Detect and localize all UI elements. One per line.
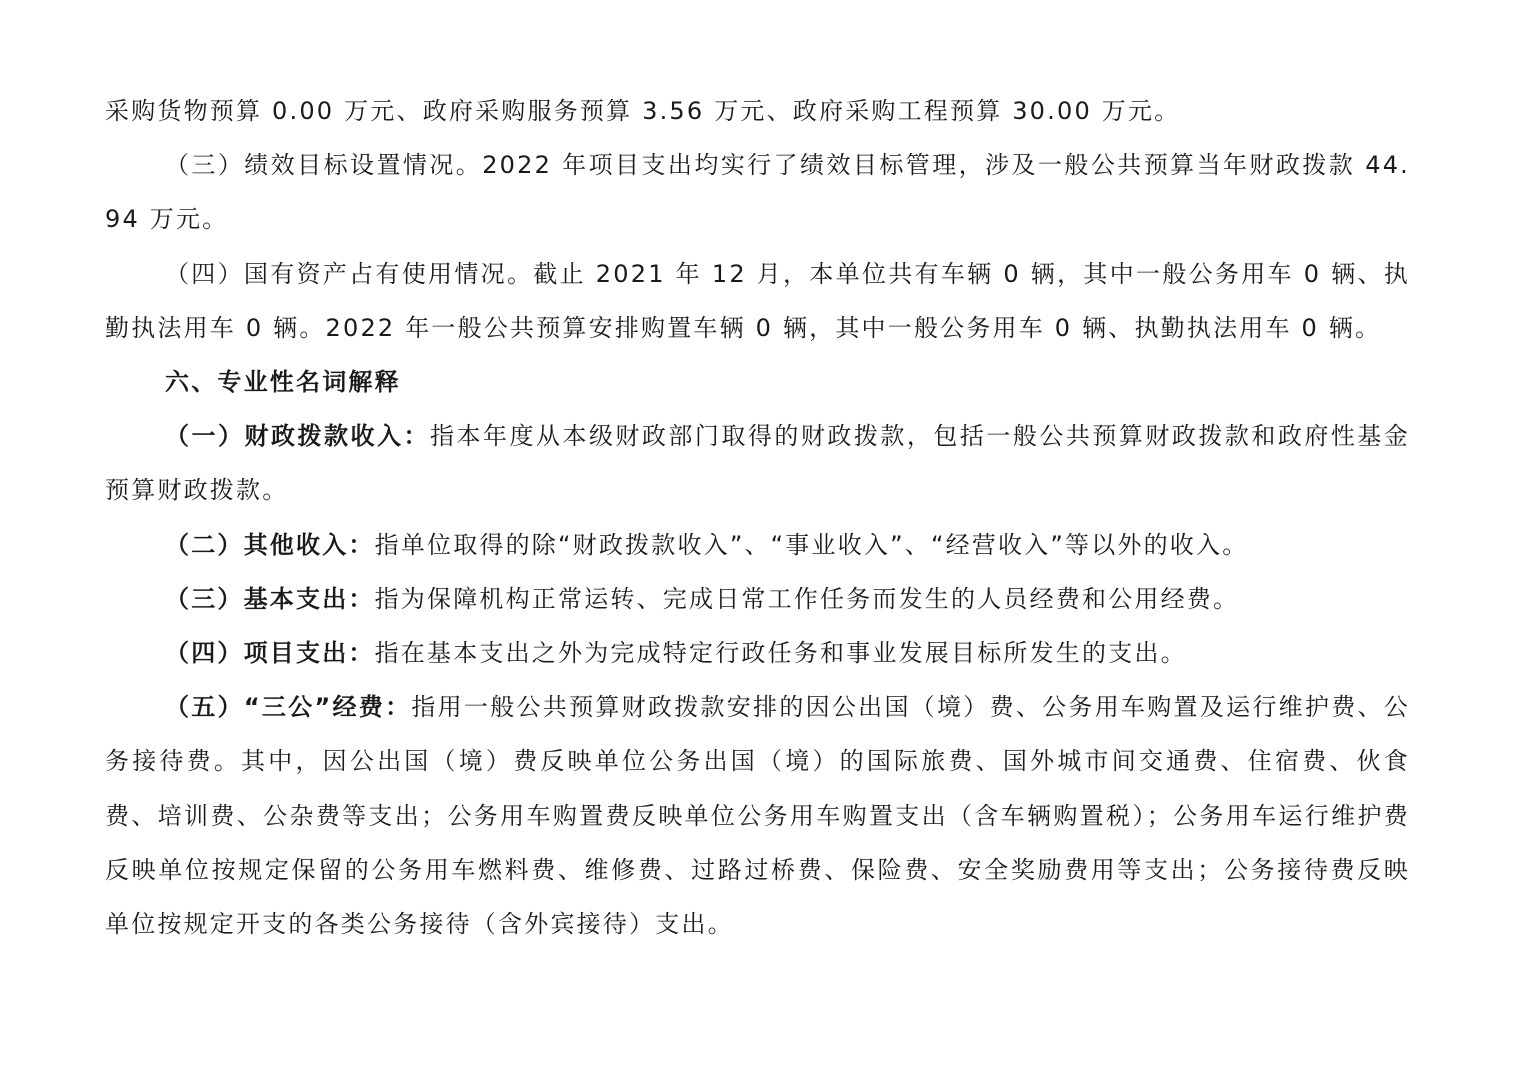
paragraph-text: 采购货物预算 0.00 万元、政府采购服务预算 3.56 万元、政府采购工程预算 30.00 万元。	[105, 97, 1181, 125]
paragraph-state-assets	[105, 247, 1410, 355]
term-definition: 指用一般公共预算财政拨款安排的因公出国（境）费、公务用车购置及运行维护费、公务接待费。其中，因公出国（境）费反映单位公务出国（境）的国际旅费、国外城市间交通费、住宿费、伙食费、培训费、公杂费等支出；公务用车购置费反映单位公务用车购置支出（含车辆购置税）；公务用车运行维护费反映单位按规定保留的公务用车燃料费、维修费、过路过桥费、保险费、安全奖励费用等支出；公务接待费反映单位按规定开支的各类公务接待（含外宾接待）支出。	[105, 693, 1410, 939]
term-other-income	[105, 518, 1410, 572]
term-basic-expenditure	[105, 572, 1410, 626]
paragraph-text: （四）国有资产占有使用情况。截止 2021 年 12 月，本单位共有车辆 0 辆，其中一般公务用车 0 辆、执勤执法用车 0 辆。2022 年一般公共预算安排购置车辆 0 辆，其中一般公务用车 0 辆、执勤执法用车 0 辆。	[105, 259, 1410, 342]
section-heading-terms	[105, 355, 1410, 409]
paragraph-text: （三）绩效目标设置情况。2022 年项目支出均实行了绩效目标管理，涉及一般公共预算当年财政拨款 44.94 万元。	[105, 151, 1410, 234]
paragraph-procurement-budget	[105, 84, 1410, 138]
section-heading-text: 六、专业性名词解释	[165, 368, 401, 397]
term-definition: 指单位取得的除“财政拨款收入”、“事业收入”、“经营收入”等以外的收入。	[374, 530, 1249, 559]
term-definition: 指为保障机构正常运转、完成日常工作任务而发生的人员经费和公用经费。	[374, 584, 1240, 613]
term-definition: 指本年度从本级财政部门取得的财政拨款，包括一般公共预算财政拨款和政府性基金预算财政拨款。	[105, 422, 1411, 505]
term-label: （五）“三公”经费：	[165, 693, 412, 722]
term-label: （三）基本支出：	[165, 584, 375, 613]
term-label: （一）财政拨款收入：	[165, 422, 430, 451]
document-page	[105, 84, 1410, 951]
term-definition: 指在基本支出之外为完成特定行政任务和事业发展目标所发生的支出。	[374, 639, 1187, 668]
term-three-public-expenses	[105, 680, 1410, 951]
term-label: （四）项目支出：	[165, 639, 375, 668]
paragraph-performance-targets	[105, 138, 1410, 246]
term-fiscal-appropriation-income	[105, 409, 1410, 517]
term-label: （二）其他收入：	[165, 530, 375, 559]
term-project-expenditure	[105, 626, 1410, 680]
